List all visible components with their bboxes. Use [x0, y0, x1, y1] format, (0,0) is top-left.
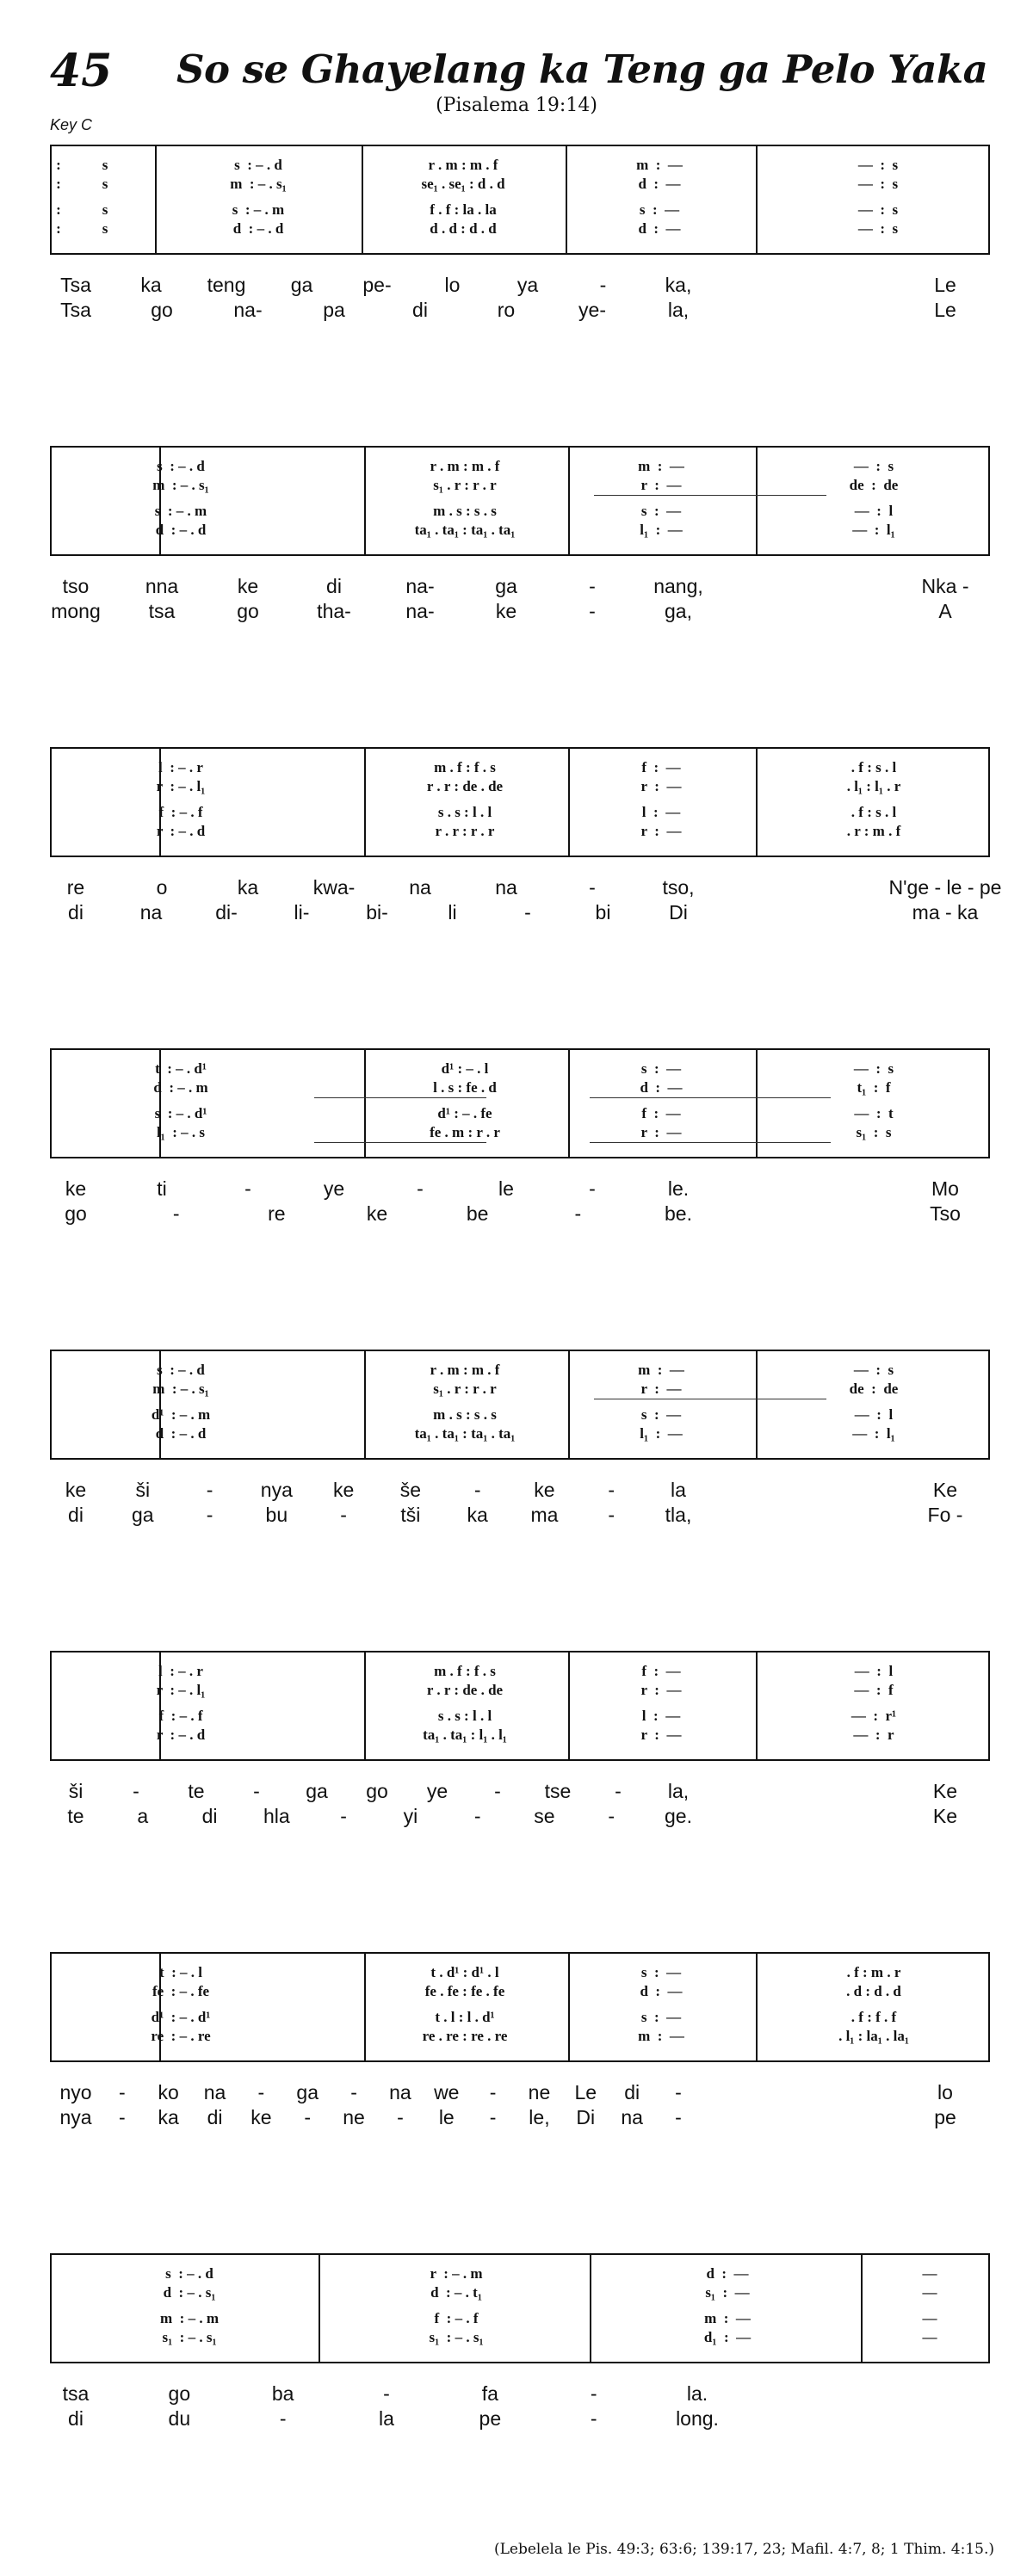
slur-line [594, 495, 826, 496]
solfa-line-tenor: f : – . f s . s : l . l l : — . f : s . l [158, 804, 897, 820]
solfa-line-soprano: t : – . l t . d¹ : d¹ . l s : — . f : m . r [158, 1964, 901, 1980]
lyrics-verse-1: ši - te - ga go ye - tse - la, Ke [68, 1780, 958, 1802]
lyrics-verse-1: nyo - ko na - ga - na we - ne Le di - lo [59, 2081, 953, 2103]
solfa-line-tenor: d¹ : – . d¹ t . l : l . d¹ s : — . f : f . f [151, 2009, 897, 2025]
solfa-line-soprano: s : – . d r : – . m d : — — [165, 2265, 937, 2282]
lyrics-verse-1: tso nna ke di na- ga - nang, Nka - [62, 575, 969, 597]
solfa-line-bass: re : – . re re . re : re . re m : — . l₁ : la₁ . la₁ [151, 2028, 909, 2044]
music-system-7 [50, 1952, 990, 2227]
lyrics-verse-2: mong tsa go tha- na- ke - ga, A [51, 600, 952, 622]
solfa-line-tenor: d¹ : – . m m . s : s . s s : — — : l [151, 1406, 894, 1423]
music-system-1 [50, 145, 990, 420]
solfa-line-bass: l₁ : – . s fe . m : r . r r : — s₁ : s [156, 1124, 892, 1140]
music-system-5 [50, 1350, 990, 1625]
solfa-staff [50, 1952, 990, 2062]
footnote: (Lebelela le Pis. 49:3; 63:6; 139:17, 23; Mafil. 4:7, 8; 1 Thim. 4:15.) [493, 2541, 994, 2558]
solfa-staff [50, 1651, 990, 1761]
slur-line [590, 1142, 831, 1143]
hymn-number: 45 [50, 45, 113, 97]
solfa-line-bass: r : – . d ta₁ . ta₁ : l₁ . l₁ r : — — : r [156, 1727, 894, 1743]
slur-line [314, 1097, 486, 1098]
music-system-4 [50, 1048, 990, 1324]
solfa-line-soprano: l : – . r m . f : f . s f : — . f : s . l [158, 759, 897, 775]
music-system-6 [50, 1651, 990, 1926]
solfa-staff [50, 446, 990, 556]
solfa-line-soprano: s : – . d r . m : m . f m : — — : s [157, 458, 894, 474]
solfa-line-tenor: f : – . f s . s : l . l l : — — : r¹ [158, 1708, 897, 1724]
lyrics-verse-2: di na di- li- bi- li - bi Di ma - ka [68, 901, 979, 924]
solfa-line-bass: d : – . d ta₁ . ta₁ : ta₁ . ta₁ l₁ : — — : l₁ [155, 1425, 895, 1442]
lyrics-verse-2: nya - ka di ke - ne - le - le, Di na - pe [59, 2106, 956, 2128]
solfa-staff [50, 2253, 990, 2363]
solfa-line-bass: s₁ : – . s₁ s₁ : – . s₁ d₁ : — — [162, 2329, 937, 2345]
key-signature: Key C [50, 116, 93, 133]
solfa-staff [50, 1048, 990, 1158]
solfa-line-tenor: : s s : – . m f . f : la . la s : — — : s [56, 201, 899, 218]
solfa-line-soprano: l : – . r m . f : f . s f : — — : l [158, 1663, 894, 1679]
lyrics-verse-2: di du - la pe - long. [68, 2407, 719, 2430]
solfa-staff [50, 747, 990, 857]
lyrics-verse-2: Tsa go na- pa di ro ye- la, Le [60, 299, 956, 321]
lyrics-verse-1: re o ka kwa- na na - tso, N'ge - le - pe [66, 876, 1002, 899]
lyrics-verse-2: te a di hla - yi - se - ge. Ke [67, 1805, 958, 1827]
lyrics-verse-1: tsa go ba - fa - la. [62, 2382, 708, 2405]
solfa-line-tenor: s : – . m m . s : s . s s : — — : l [154, 503, 894, 519]
music-system-2 [50, 446, 990, 721]
solfa-line-soprano: t : – . d¹ d¹ : – . l s : — — : s [155, 1060, 894, 1077]
lyrics-verse-2: go - re ke be - be. Tso [65, 1202, 961, 1225]
music-system-3 [50, 747, 1002, 1022]
solfa-line-alto: r : – . l₁ r . r : de . de r : — — : f [156, 1682, 894, 1698]
solfa-line-tenor: m : – . m f : – . f m : — — [160, 2310, 937, 2326]
solfa-line-alto: d : – . m l . s : fe . d d : — t₁ : f [153, 1079, 891, 1096]
solfa-line-soprano: : s s : – . d r . m : m . f m : — — : s [56, 157, 899, 173]
solfa-line-bass: : s d : – . d d . d : d . d d : — — : s [56, 220, 899, 237]
hymn-title: So se Ghayelang ka Teng ga Pelo Yaka [176, 46, 988, 92]
slur-line [590, 1097, 831, 1098]
solfa-line-alto: m : – . s₁ s₁ . r : r . r r : — de : de [152, 477, 899, 493]
solfa-line-bass: r : – . d r . r : r . r r : — . r : m . f [156, 823, 901, 839]
solfa-staff [50, 145, 990, 255]
solfa-line-bass: d : – . d ta₁ . ta₁ : ta₁ . ta₁ l₁ : — — : l₁ [155, 522, 895, 538]
lyrics-verse-1: ke ti - ye - le - le. Mo [65, 1177, 959, 1200]
slur-line [314, 1142, 486, 1143]
solfa-line-alto: d : – . s₁ d : – . t₁ s₁ : — — [163, 2284, 937, 2301]
solfa-line-alto: : s m : – . s₁ se₁ . se₁ : d . d d : — — : s [56, 176, 899, 192]
solfa-line-soprano: s : – . d r . m : m . f m : — — : s [157, 1362, 894, 1378]
music-system-8 [50, 2253, 990, 2529]
lyrics-verse-1: ke ši - nya ke še - ke - la Ke [65, 1479, 958, 1501]
scripture-reference: (Pisalema 19:14) [436, 95, 597, 116]
lyrics-verse-1: Tsa ka teng ga pe- lo ya - ka, Le [60, 274, 956, 296]
solfa-staff [50, 1350, 990, 1460]
solfa-line-alto: m : – . s₁ s₁ . r : r . r r : — de : de [152, 1381, 899, 1397]
solfa-line-tenor: s : – . d¹ d¹ : – . fe f : — — : t [154, 1105, 894, 1121]
lyrics-verse-2: di ga - bu - tši ka ma - tla, Fo - [68, 1504, 963, 1526]
solfa-line-alto: r : – . l₁ r . r : de . de r : — . l₁ : l₁ . r [156, 778, 901, 794]
solfa-line-alto: fe : – . fe fe . fe : fe . fe d : — . d : d . d [152, 1983, 901, 1999]
